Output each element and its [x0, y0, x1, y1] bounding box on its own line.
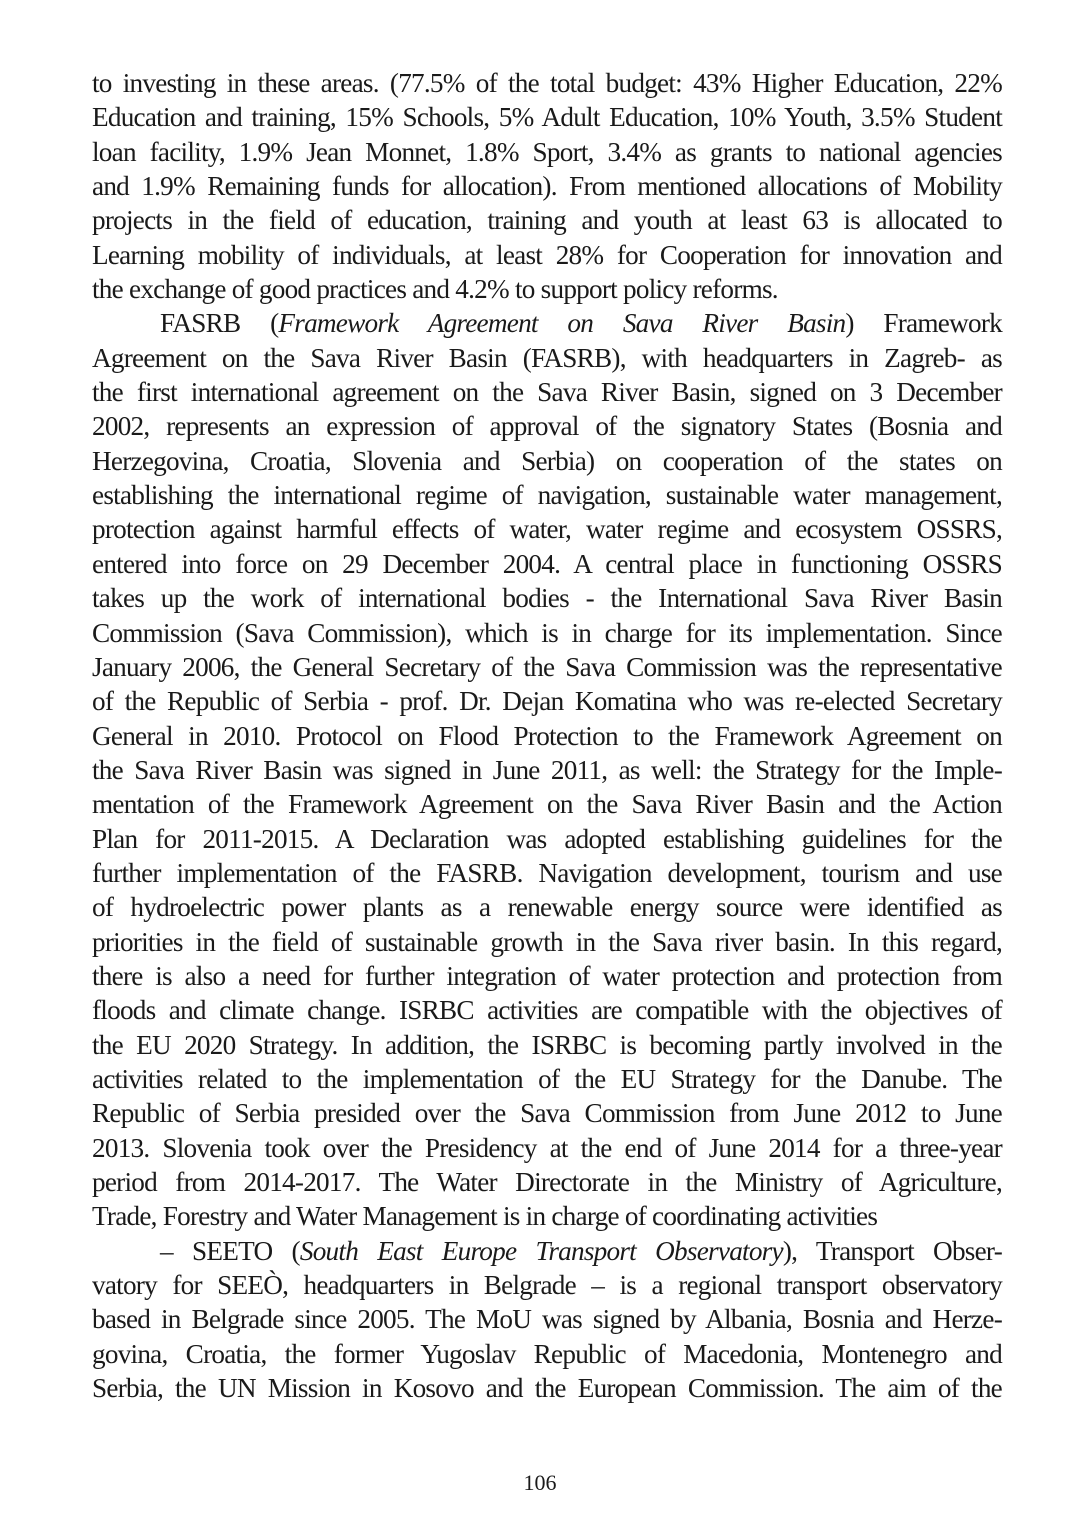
text-line: based in Belgrade since 2005. The MoU was signed by Albania, Bosnia and Herze-: [92, 1304, 1002, 1335]
text-line: to investing in these areas. (77.5% of the total budget: 43% Higher Education, 22%: [92, 68, 1002, 98]
text-line: General in 2010. Protocol on Flood Protection to the Framework Agreement on: [92, 720, 1002, 751]
text-line: priorities in the field of sustainable growth in the Sava river basin. In this regard,: [92, 926, 1002, 957]
text-line: the Sava River Basin was signed in June 2011, as well: the Strategy for the Imple-: [92, 754, 1002, 785]
text-line: activities related to the implementation of the EU Strategy for the Danube. The: [92, 1063, 1002, 1094]
text-run: ) Framework: [845, 308, 1002, 339]
text-line: the EU 2020 Strategy. In addition, the ISRBC is becoming partly involved in the: [92, 1029, 1002, 1060]
text-line: 2002, represents an expression of approval of the signatory States (Bosnia and: [92, 411, 1002, 442]
text-line: protection against harmful effects of water, water regime and ecosystem OSSRS,: [92, 514, 1002, 545]
text-line: Commission (Sava Commission), which is in charge for its implementation. Since: [92, 617, 1002, 648]
text-line: January 2006, the General Secretary of the Sava Commission was the representative: [92, 651, 1002, 682]
text-line: takes up the work of international bodies - the International Sava River Basin: [92, 583, 1002, 614]
text-line: period from 2014-2017. The Water Directorate in the Ministry of Agriculture,: [92, 1167, 1002, 1197]
text-line: projects in the field of education, training and youth at least 63 is allocated to: [92, 205, 1002, 236]
text-line: entered into force on 29 December 2004. A central place in functioning OSSRS: [92, 548, 1002, 579]
text-line: establishing the international regime of navigation, sustainable water management,: [92, 480, 1002, 511]
italic-term: Framework Agreement on Sava River Basin: [278, 308, 846, 339]
text-line: Herzegovina, Croatia, Slovenia and Serbia) on cooperation of the states on: [92, 445, 1002, 476]
page-body: [92, 66, 1002, 1405]
text-line: Education and training, 15% Schools, 5% Adult Education, 10% Youth, 3.5% Student: [92, 102, 1002, 133]
text-run: FASRB (: [160, 308, 279, 339]
paragraph-fasrb: [92, 306, 1002, 1233]
text-run: ), Transport Obser-: [782, 1235, 1002, 1266]
text-line: and 1.9% Remaining funds for allocation). From mentioned allocations of Mobility: [92, 171, 1002, 202]
text-line: floods and climate change. ISRBC activities are compatible with the objectives of: [92, 995, 1002, 1026]
text-line: Learning mobility of individuals, at least 28% for Cooperation for innovation and: [92, 239, 1002, 270]
page-number: 106: [523, 1470, 557, 1495]
paragraph-first-line: [92, 306, 1002, 340]
text-line: Agreement on the Sava River Basin (FASRB), with headquarters in Zagreb- as: [92, 342, 1002, 373]
text-line: mentation of the Framework Agreement on the Sava River Basin and the Action: [92, 789, 1002, 820]
text-line: of the Republic of Serbia - prof. Dr. Dejan Komatina who was re-elected Secretary: [92, 686, 1002, 717]
paragraph-first-line: [92, 1234, 1002, 1268]
paragraph-seeto: [92, 1234, 1002, 1406]
text-line: the exchange of good practices and 4.2% to support policy reforms.: [92, 274, 778, 305]
text-line: Plan for 2011-2015. A Declaration was adopted establishing guidelines for the: [92, 823, 1002, 854]
text-run: – SEETO (: [160, 1235, 300, 1266]
text-line: Republic of Serbia presided over the Sava Commission from June 2012 to June: [92, 1098, 1002, 1129]
text-line: govina, Croatia, the former Yugoslav Republic of Macedonia, Montenegro and: [92, 1338, 1002, 1369]
text-line: vatory for SEEÒ, headquarters in Belgrade – is a regional transport observatory: [92, 1270, 1002, 1301]
text-line: Serbia, the UN Mission in Kosovo and the European Commission. The aim of the: [92, 1373, 1002, 1404]
text-line: 2013. Slovenia took over the Presidency at the end of June 2014 for a three-year: [92, 1132, 1002, 1163]
paragraph-budget-allocation: [92, 66, 1002, 306]
text-line: of hydroelectric power plants as a renewable energy source were identified as: [92, 892, 1002, 923]
text-line: there is also a need for further integration of water protection and protection from: [92, 960, 1002, 991]
text-line: further implementation of the FASRB. Navigation development, tourism and use: [92, 857, 1002, 888]
text-line: Trade, Forestry and Water Management is in charge of coordinating activities: [92, 1201, 878, 1232]
text-line: the first international agreement on the Sava River Basin, signed on 3 December: [92, 377, 1002, 408]
italic-term: South East Europe Transport Observatory: [299, 1235, 783, 1266]
text-line: loan facility, 1.9% Jean Monnet, 1.8% Sport, 3.4% as grants to national agencies: [92, 136, 1002, 167]
